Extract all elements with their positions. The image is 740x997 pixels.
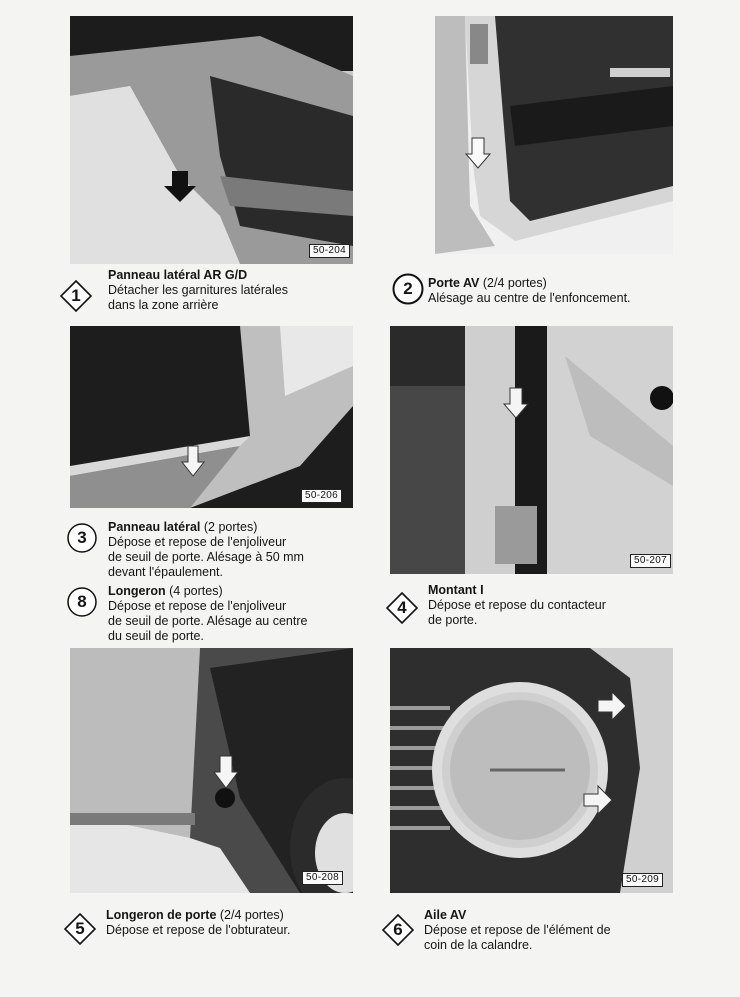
caption-4-title: Montant I [428, 583, 484, 597]
caption-4-text: Dépose et repose du contacteur de porte. [428, 598, 606, 627]
caption-3-title: Panneau latéral [108, 520, 201, 534]
photo-door-sill [70, 326, 353, 508]
marker-3 [66, 522, 98, 554]
caption-6-title: Aile AV [424, 908, 467, 922]
caption-1-text: Détacher les garnitures latérales dans la zone arrière [108, 283, 288, 312]
marker-2-number: 2 [403, 279, 413, 298]
caption-5-suffix: (2/4 portes) [216, 908, 284, 922]
caption-3 [108, 520, 304, 580]
figure-number-50-208: 50-208 [302, 871, 343, 885]
caption-3-suffix: (2 portes) [200, 520, 258, 534]
figure-number-50-209: 50-209 [622, 873, 663, 887]
caption-5-title: Longeron de porte [106, 908, 217, 922]
photo-wheel-arch [70, 648, 353, 893]
caption-3-text: Dépose et repose de l'enjoliveur de seuil de porte. Alésage à 50 mm devant l'épaulement. [108, 535, 304, 579]
photo-front-door [435, 16, 673, 254]
caption-1-title: Panneau latéral AR G/D [108, 268, 248, 282]
photo-headlamp [390, 648, 673, 893]
caption-4 [428, 583, 606, 628]
marker-6-number: 6 [393, 920, 403, 939]
caption-6-text: Dépose et repose de l'élément de coin de la calandre. [424, 923, 611, 952]
caption-8-suffix: (4 portes) [165, 584, 223, 598]
marker-2 [392, 273, 424, 305]
marker-6 [382, 914, 414, 946]
caption-2-title: Porte AV [428, 276, 480, 290]
caption-2-text: Alésage au centre de l'enfoncement. [428, 291, 631, 305]
caption-2 [428, 276, 631, 306]
figure-number-50-206: 50-206 [301, 489, 342, 503]
marker-8-number: 8 [77, 592, 87, 611]
caption-2-suffix: (2/4 portes) [479, 276, 547, 290]
photo-a-pillar [390, 326, 673, 574]
caption-5-text: Dépose et repose de l'obturateur. [106, 923, 291, 937]
caption-8 [108, 584, 307, 644]
marker-1-number: 1 [71, 286, 81, 305]
caption-6 [424, 908, 611, 953]
marker-4 [386, 592, 418, 624]
marker-3-number: 3 [77, 528, 87, 547]
figure-number-50-207: 50-207 [630, 554, 671, 568]
marker-5-number: 5 [75, 919, 85, 938]
caption-5 [106, 908, 290, 938]
marker-5 [64, 913, 96, 945]
caption-1 [108, 268, 288, 313]
marker-8 [66, 586, 98, 618]
marker-1 [60, 280, 92, 312]
marker-4-number: 4 [397, 598, 407, 617]
figure-number-50-204: 50-204 [309, 244, 350, 258]
caption-8-title: Longeron [108, 584, 166, 598]
photo-trunk-side-panel [70, 16, 353, 264]
caption-8-text: Dépose et repose de l'enjoliveur de seuil de porte. Alésage au centre du seuil de porte. [108, 599, 308, 643]
